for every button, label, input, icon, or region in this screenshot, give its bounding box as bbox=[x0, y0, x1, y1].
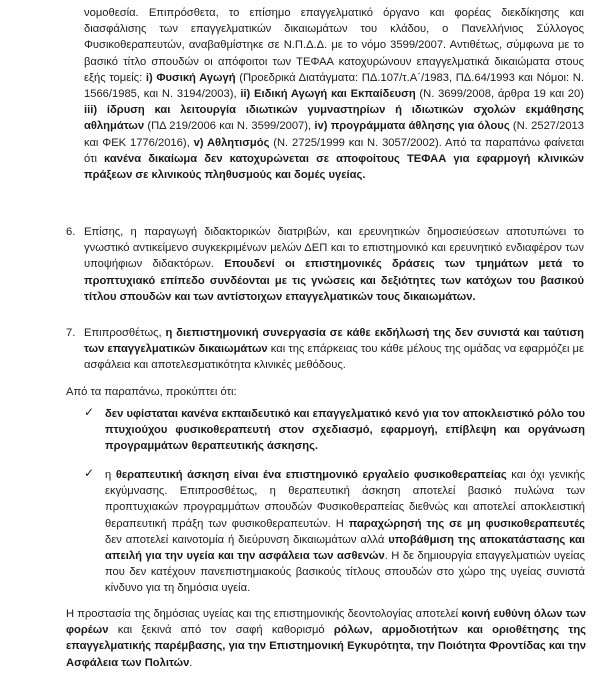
emphasized-text: iii) ίδρυση και λειτουργία ιδιωτικών γυμναστηρίων ή ιδιωτικών σχολών εκμάθησης αθλημάτων bbox=[84, 104, 584, 133]
conclusion-intro: Από τα παραπάνω, προκύπτει ότι: bbox=[66, 386, 237, 398]
text-run: Η προστασία της δημόσιας υγείας και της επιστημονικής δεοντολογίας αποτελεί bbox=[66, 608, 462, 620]
text-run: (Ν. 3699/2008, άρθρα 19 και 20) bbox=[415, 88, 584, 101]
emphasized-text: δεν υφίσταται κανένα εκπαιδευτικό και επαγγελματικό κενό για τον αποκλειστικό ρόλο του πτυχιούχου φυσικοθεραπευτή στον σχεδιασμό, εφαρμογή, επίβλεψη και οργάνωση προγραμμάτων θεραπευτικής άσκησης. bbox=[105, 408, 585, 453]
emphasized-text: κοινή ευθύνη όλων των φορέων bbox=[66, 608, 586, 637]
emphasized-text: v) Αθλητισμός bbox=[193, 136, 270, 149]
emphasized-text: παραχώρησή της σε μη φυσικοθεραπευτές bbox=[348, 517, 585, 530]
text-run: . bbox=[189, 656, 193, 669]
emphasized-text: η διεπιστημονική συνεργασία σε κάθε εκδήλωσή της δεν συνιστά και ταύτιση των επαγγελματικών δικαιωμάτων bbox=[84, 327, 584, 356]
emphasized-text: κανένα δικαίωμα δεν κατοχυρώνεται σε αποφοίτους ΤΕΦΑΑ για εφαρμογή κλινικών πράξεων σε κλινικούς πληθυσμούς και δομές υγείας. bbox=[84, 152, 584, 182]
text-run: (Ν. 2527/2013 και ΦΕΚ 1776/2016), bbox=[84, 120, 585, 149]
text-run: και όχι γενικής εκγύμνασης. Επιπροσθέτως, η θεραπευτική άσκηση αποτελεί βασικό πυλώνα των προπτυχιακών προγραμμάτων σπουδών Φυσικοθεραπείας διεθνώς και αποτελεί αποκλειστική θεραπευτική πράξη των φυσικοθεραπευτών. Η bbox=[105, 469, 585, 530]
check-item-1 bbox=[105, 406, 585, 455]
emphasized-text: ρόλων, αρμοδιοτήτων και οριοθέτησης της επαγγελματικής παρέμβασης, για την Επιστημονική Εγκυρότητα, την Ποιότητα Φροντίδας και την Ασφάλεια των Πολιτών bbox=[66, 624, 586, 669]
emphasized-text: υποβάθμιση της αποκατάστασης και απειλή για την υγεία και την ασφάλεια των ασθενών bbox=[105, 533, 586, 563]
emphasized-text: iv) προγράμματα άθλησης για όλους bbox=[314, 120, 510, 133]
check-item-1-text bbox=[105, 406, 585, 455]
legislation-paragraph bbox=[84, 5, 584, 183]
check-item-2 bbox=[105, 467, 585, 597]
emphasized-text: θεραπευτική άσκηση είναι ένα επιστημονικό εργαλείο φυσικοθεραπείας bbox=[115, 469, 507, 481]
continued-paragraph bbox=[84, 5, 584, 183]
text-run: (ΠΔ 219/2006 και Ν. 3599/2007), bbox=[144, 120, 315, 133]
item-6-text bbox=[84, 224, 584, 305]
text-run: και της επάρκειας του κάθε μέλους της ομάδας να εφαρμόζει με ασφάλεια και αποτελεσματικότητα κλινικές μεθόδους. bbox=[84, 343, 584, 372]
item-6 bbox=[84, 224, 584, 305]
item-7 bbox=[84, 325, 584, 374]
text-run: Επίσης, η παραγωγή διδακτορικών διατριβών, και ερευνητικών δημοσιεύσεων αποτυπώνει το γνωστικό αντικείμενο συγκεκριμένων μελών ΔΕΠ και το επιστημονικό και ερευνητικό ενδιαφέρον των υποψήφιων διδακτόρων. bbox=[84, 226, 584, 271]
emphasized-text: Επουδενί οι επιστημονικές δράσεις των τμημάτων μετά το προπτυχιακό επίπεδο συνδέονται με τις γνώσεις και δεξιότητες των κατόχων του βασικού τίτλου σπουδών και των αντίστοιχων επαγγελματικών τους δικαιωμάτων. bbox=[84, 258, 585, 303]
text-run: δεν αποτελεί καινοτομία ή διεύρυνση δικαιωμάτων αλλά bbox=[105, 533, 389, 546]
text-run: και ξεκινά από τον σαφή καθορισμό bbox=[108, 624, 334, 637]
emphasized-text: i) Φυσική Αγωγή bbox=[145, 71, 236, 84]
emphasized-text: ii) Ειδική Αγωγή και Εκπαίδευση bbox=[240, 88, 416, 101]
text-run: η bbox=[105, 469, 116, 481]
text-run: (Ν. 2725/1999 και Ν. 3057/2002). Από τα παραπάνω φαίνεται ότι bbox=[84, 136, 584, 165]
item-7-text bbox=[84, 325, 584, 374]
check-icon: ✓ bbox=[84, 405, 95, 419]
item-6-number: 6. bbox=[66, 226, 76, 238]
final-paragraph-text bbox=[66, 606, 586, 671]
text-run: . Η δε δημιουργία επαγγελματιών υγείας που δεν κατέχουν πανεπιστημιακούς βασικούς τίτλους σπουδών στο χώρο της υγείας συνιστά κίνδυνο για τη δημόσια υγεία. bbox=[105, 550, 585, 595]
text-run: Επιπροσθέτως, bbox=[84, 327, 166, 339]
final-paragraph bbox=[66, 606, 586, 671]
item-7-number: 7. bbox=[66, 327, 76, 339]
check-icon: ✓ bbox=[84, 466, 95, 480]
check-item-2-text bbox=[105, 467, 585, 597]
text-run: (Προεδρικά Διατάγματα: ΠΔ.107/τ.Α΄/1983, ΠΔ.64/1993 και Νόμοι: Ν. 1566/1985, και Ν. 3194/2003), bbox=[84, 71, 584, 101]
text-run: νομοθεσία. Επιπρόσθετα, το επίσημο επαγγελματικό όργανο και φορέας διεκδίκησης και διασφάλισης των επαγγελματικών δικαιωμάτων του κλάδου, ο Πανελλήνιος Σύλλογος Φυσικοθεραπευτών, αναβαθμίστηκε σε Ν.Π.Δ.Δ. με το νόμο 3599/2007. Αντιθέτως, σύμφωνα με το βασικό τίτλο σπουδών οι απόφοιτοι των ΤΕΦΑΑ κατοχυρώνουν επαγγελματικά δικαιώματα στους εξής τομείς: bbox=[84, 7, 584, 84]
